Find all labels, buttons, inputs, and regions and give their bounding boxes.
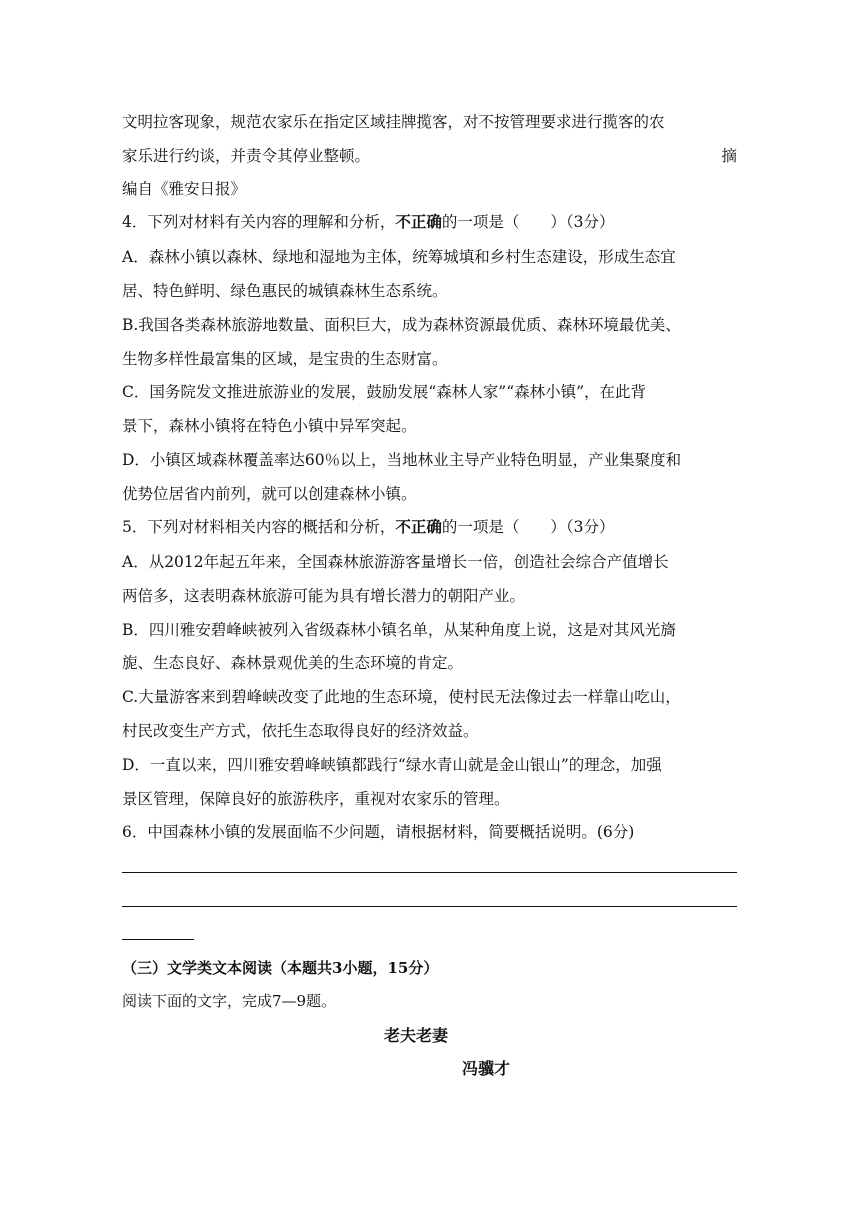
q6-stem: 6．中国森林小镇的发展面临不少问题，请根据材料，简要概括说明。(6分) [122,823,635,841]
q5-option-c-line-2: 村民改变生产方式，依托生态取得良好的经济效益。 [122,722,479,740]
q5-option-c-line-1: C.大量游客来到碧峰峡改变了此地的生态环境，使村民无法像过去一样靠山吃山， [122,688,681,706]
source-citation: 编自《雅安日报》 [122,180,247,198]
q4-stem [122,211,615,233]
q5-stem-bold: 不正确 [395,517,442,536]
q4-option-c-line-1: C．国务院发文推进旅游业的发展，鼓励发展“森林人家”“森林小镇”，在此背 [122,383,647,401]
answer-line-2[interactable] [122,906,737,907]
intro-line-2-tail: 摘 [721,147,737,165]
q5-option-b-line-1: B．四川雅安碧峰峡被列入省级森林小镇名单，从某种角度上说，这是对其风光旖 [122,621,676,639]
answer-line-1[interactable] [122,872,737,873]
q5-option-a-line-1: A．从2012年起五年来，全国森林旅游游客量增长一倍，创造社会综合产值增长 [122,553,669,571]
q5-option-d-line-1: D．一直以来，四川雅安碧峰峡镇都践行“绿水青山就是金山银山”的理念，加强 [122,756,662,774]
q4-option-a-line-2: 居、特色鲜明、绿色惠民的城镇森林生态系统。 [122,282,448,300]
q4-option-b-line-1: B.我国各类森林旅游地数量、面积巨大，成为森林资源最优质、森林环境最优美、 [122,316,681,334]
q4-stem-bold: 不正确 [395,212,442,231]
story-title: 老夫老妻 [384,1026,449,1045]
q4-option-c-line-2: 景下，森林小镇将在特色小镇中异军突起。 [122,417,417,435]
q5-option-d-line-2: 景区管理，保障良好的旅游秩序，重视对农家乐的管理。 [122,790,510,808]
section-heading: （三）文学类文本阅读（本题共3小题，15分） [122,959,439,977]
q5-stem [122,516,615,538]
q4-option-b-line-2: 生物多样性最富集的区域，是宝贵的生态财富。 [122,350,448,368]
section-instruction: 阅读下面的文字，完成7—9题。 [122,992,337,1010]
q4-option-d-line-1: D．小镇区域森林覆盖率达60％以上，当地林业主导产业特色明显，产业集聚度和 [122,451,682,469]
story-author: 冯骥才 [462,1059,511,1078]
q5-stem-pre: 5．下列对材料相关内容的概括和分析， [122,518,396,536]
q4-stem-pre: 4．下列对材料有关内容的理解和分析， [122,213,396,231]
answer-line-3[interactable] [122,939,194,940]
q5-option-a-line-2: 两倍多，这表明森林旅游可能为具有增长潜力的朝阳产业。 [122,587,526,605]
q4-stem-post: 的一项是（ ）（3分） [441,213,615,231]
intro-line-2 [122,145,737,167]
q5-option-b-line-2: 旎、生态良好、森林景观优美的生态环境的肯定。 [122,654,464,672]
intro-line-2-text: 家乐进行约谈，并责令其停业整顿。 [122,147,371,165]
q4-option-a-line-1: A．森林小镇以森林、绿地和湿地为主体，统筹城填和乡村生态建设，形成生态宜 [122,248,676,266]
q4-option-d-line-2: 优势位居省内前列，就可以创建森林小镇。 [122,485,417,503]
intro-line-1: 文明拉客现象，规范农家乐在指定区域挂牌揽客，对不按管理要求进行揽客的农 [122,113,665,131]
q5-stem-post: 的一项是（ ）（3分） [441,518,615,536]
